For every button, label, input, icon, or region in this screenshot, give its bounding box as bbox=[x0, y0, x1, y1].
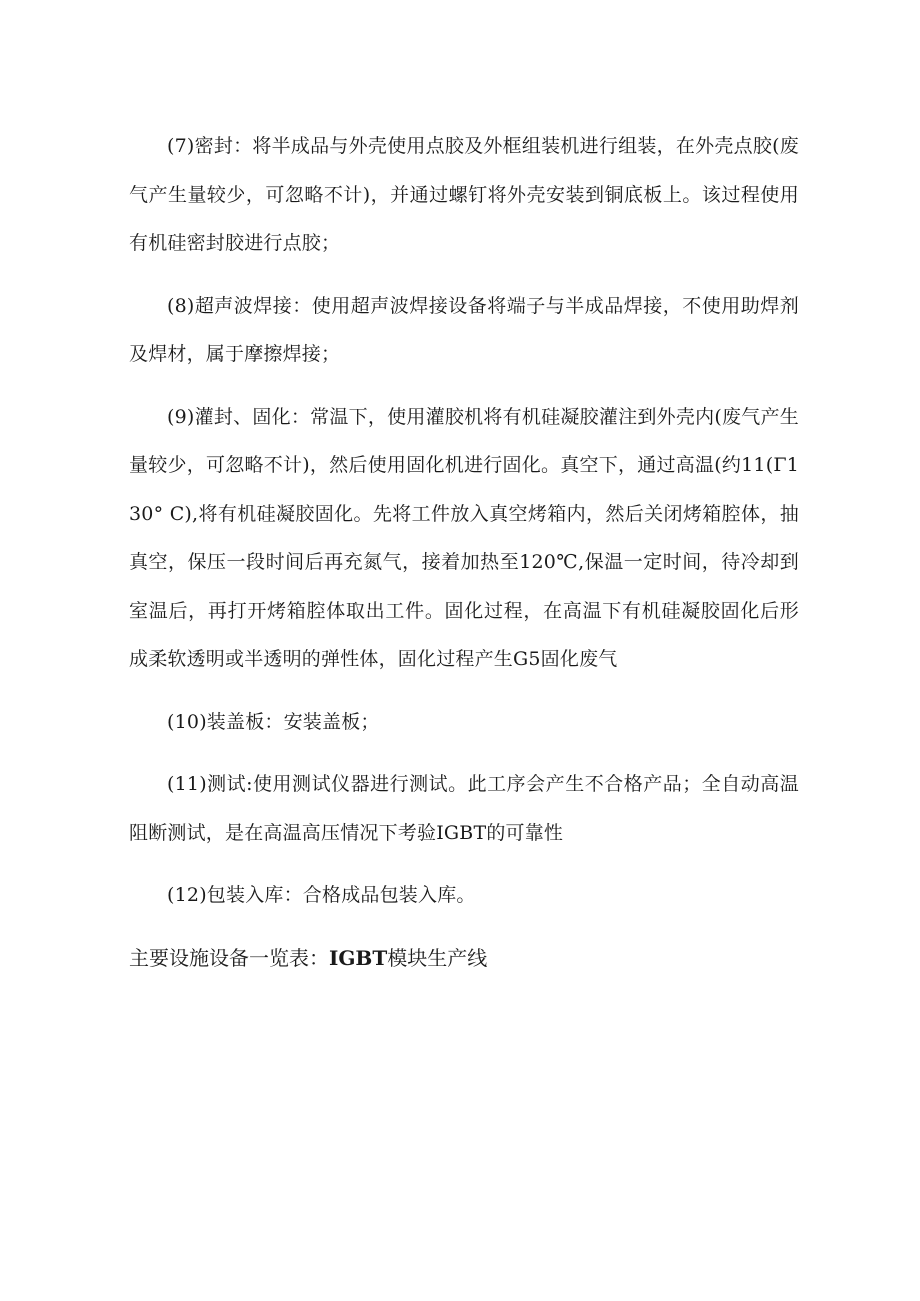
equipment-list-heading bbox=[129, 934, 799, 982]
paragraph-ultrasonic-welding: (8)超声波焊接：使用超声波焊接设备将端子与半成品焊接，不使用助焊剂及焊材，属于摩擦焊接； bbox=[129, 294, 799, 365]
heading-prefix: 主要设施设备一览表： bbox=[129, 945, 329, 970]
paragraph-testing: (11)测试:使用测试仪器进行测试。此工序会产生不合格产品；全自动高温阻断测试，是在高温高压情况下考验IGBT的可靠性 bbox=[129, 773, 799, 844]
paragraph-potting-curing: (9)灌封、固化：常温下，使用灌胶机将有机硅凝胶灌注到外壳内(废气产生量较少，可忽略不计)，然后使用固化机进行固化。真空下，通过高温(约11(Γ130° C),将有机硅凝胶固化。先将工件放入真空烤箱内，然后关闭烤箱腔体，抽真空，保压一段时间后再充氮气，接着加热至120℃,保温一定时间，待冷却到室温后，再打开烤箱腔体取出工件。固化过程，在高温下有机硅凝胶固化后形成柔软透明或半透明的弹性体，固化过程产生G5固化废气 bbox=[129, 405, 799, 670]
heading-suffix: 模块生产线 bbox=[387, 945, 488, 970]
paragraph-packaging: (12)包装入库：合格成品包装入库。 bbox=[167, 884, 476, 906]
heading-bold-term: IGBT bbox=[329, 945, 388, 970]
paragraph-sealing: (7)密封：将半成品与外壳使用点胶及外框组装机进行组装，在外壳点胶(废气产生量较少，可忽略不计)，并通过螺钉将外壳安装到铜底板上。该过程使用有机硅密封胶进行点胶； bbox=[129, 135, 799, 254]
paragraph-cover-install: (10)装盖板：安装盖板； bbox=[167, 710, 380, 733]
document-body bbox=[129, 122, 799, 982]
